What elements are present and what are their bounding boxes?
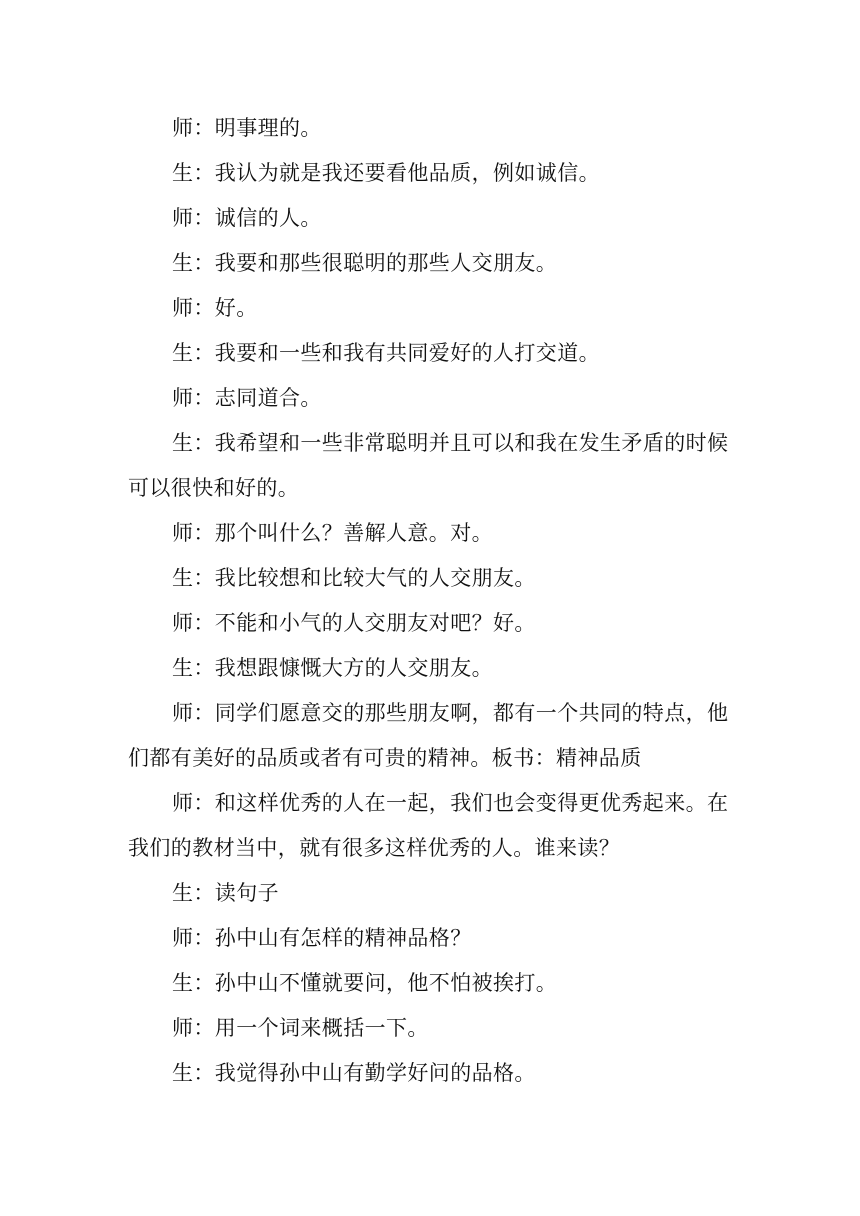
dialogue-line: 师：志同道合。 (172, 386, 322, 410)
dialogue-line: 生：我要和一些和我有共同爱好的人打交道。 (172, 341, 600, 365)
dialogue-line: 师：好。 (172, 296, 258, 320)
dialogue-line: 生：孙中山不懂就要问，他不怕被挨打。 (172, 971, 558, 995)
dialogue-line: 师：孙中山有怎样的精神品格？ (172, 926, 472, 950)
dialogue-line: 生：我希望和一些非常聪明并且可以和我在发生矛盾的时候可以很快和好的。 (128, 431, 729, 500)
document-page (128, 106, 738, 1096)
dialogue-line: 生：我觉得孙中山有勤学好问的品格。 (172, 1061, 536, 1085)
dialogue-line: 师：明事理的。 (172, 116, 322, 140)
dialogue-line: 师：那个叫什么？善解人意。对。 (172, 521, 493, 545)
dialogue-line: 师：不能和小气的人交朋友对吧？好。 (172, 611, 536, 635)
dialogue-line: 师：诚信的人。 (172, 206, 322, 230)
dialogue-line: 师：同学们愿意交的那些朋友啊，都有一个共同的特点，他们都有美好的品质或者有可贵的精神。板书：精神品质 (128, 701, 729, 770)
dialogue-line: 生：我想跟慷慨大方的人交朋友。 (172, 656, 493, 680)
dialogue-line: 生：读句子 (172, 881, 279, 905)
dialogue-line: 师：和这样优秀的人在一起，我们也会变得更优秀起来。在我们的教材当中，就有很多这样优秀的人。谁来读？ (128, 791, 729, 860)
dialogue-line: 生：我认为就是我还要看他品质，例如诚信。 (172, 161, 600, 185)
dialogue-line: 生：我比较想和比较大气的人交朋友。 (172, 566, 536, 590)
dialogue-line: 师：用一个词来概括一下。 (172, 1016, 429, 1040)
dialogue-line: 生：我要和那些很聪明的那些人交朋友。 (172, 251, 558, 275)
